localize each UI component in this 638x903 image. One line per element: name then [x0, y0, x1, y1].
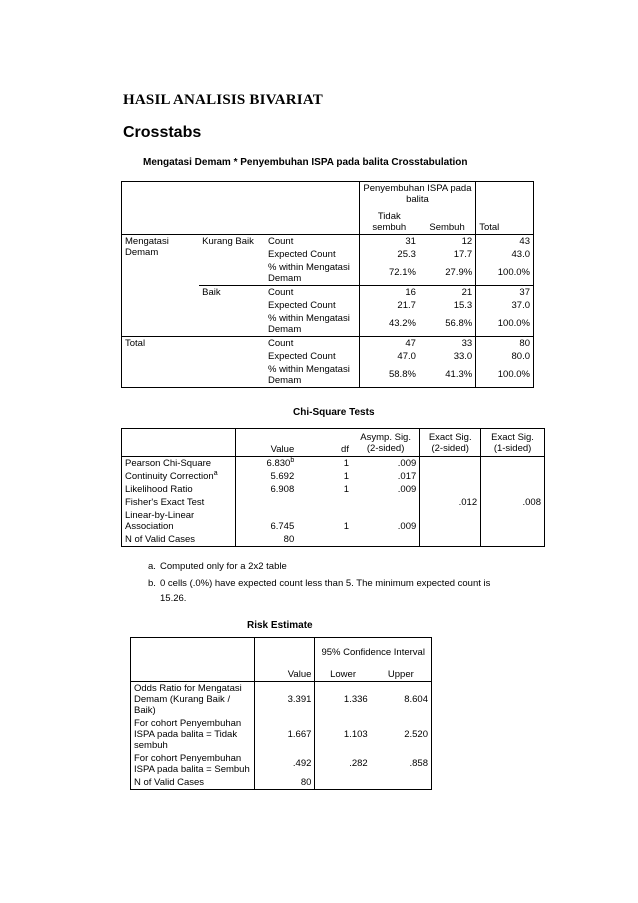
- footnote-mark: a: [213, 469, 218, 477]
- stat-label: Expected Count: [267, 248, 336, 260]
- risk-lower: 1.336: [315, 681, 371, 717]
- risk-upper: 2.520: [371, 717, 432, 752]
- cell: 33: [461, 337, 473, 349]
- risk-value: 3.391: [254, 681, 315, 717]
- cell: 58.8%: [359, 363, 419, 388]
- cell: 72.1%: [359, 261, 419, 286]
- cell: 17.7: [453, 248, 473, 260]
- chi-corner: [122, 429, 236, 457]
- chi-exact1: .008: [481, 496, 545, 509]
- risk-upper: .858: [371, 752, 432, 776]
- chi-value: 5.692: [235, 470, 297, 483]
- cell: 41.3%: [419, 363, 476, 388]
- col-tidak-header: Tidak sembuh: [359, 206, 419, 234]
- chi-df: [297, 496, 352, 509]
- chi-row-label: Fisher's Exact Test: [122, 496, 236, 509]
- col-group-header: Penyembuhan ISPA pada balita: [359, 182, 476, 207]
- chi-asymp: .009: [397, 458, 417, 469]
- footnote-mark: b: [290, 456, 295, 464]
- cell: 43: [476, 234, 534, 248]
- cell: 37: [476, 285, 534, 299]
- risk-h-value: Value: [254, 638, 315, 682]
- cell: 21.7: [359, 299, 419, 312]
- chi-asymp: .017: [397, 471, 417, 482]
- risk-lower: [315, 776, 371, 790]
- stat-label: Count: [267, 337, 294, 349]
- cell: 43.0: [476, 248, 534, 261]
- page-heading: HASIL ANALISIS BIVARIAT: [123, 92, 323, 108]
- risk-lower: 1.103: [315, 717, 371, 752]
- chi-value: 6.745: [235, 509, 297, 533]
- chi-title: Chi-Square Tests: [293, 407, 375, 418]
- risk-row-label: N of Valid Cases: [131, 776, 255, 790]
- stat-label: % within Mengatasi Demam: [265, 363, 359, 388]
- chi-h-asymp: Asymp. Sig. (2-sided): [352, 429, 420, 457]
- stat-label: Expected Count: [267, 350, 336, 362]
- cell: 25.3: [359, 248, 419, 261]
- chi-h-df: df: [297, 429, 352, 457]
- risk-row-label: For cohort Penyembuhan ISPA pada balita = Tidak sembuh: [131, 717, 255, 752]
- col-total-header: Total: [476, 182, 534, 235]
- chi-row-label: Pearson Chi-Square: [122, 457, 236, 471]
- chi-exact2: .012: [420, 496, 481, 509]
- stat-label: Expected Count: [267, 299, 336, 311]
- section-title: Crosstabs: [123, 124, 202, 141]
- chi-value: 6.908: [235, 483, 297, 496]
- chi-asymp: [352, 496, 420, 509]
- row-baik-label: Baik: [199, 285, 265, 336]
- chi-h-value: Value: [235, 429, 297, 457]
- cell: 47.0: [359, 350, 419, 363]
- risk-h-ci: 95% Confidence Interval: [315, 638, 432, 668]
- cell: 33.0: [453, 350, 473, 362]
- chi-exact2: [420, 483, 481, 496]
- chi-df: 1: [343, 484, 349, 495]
- stat-label: Count: [265, 285, 359, 299]
- cell: 15.3: [453, 299, 473, 311]
- chi-asymp: .009: [397, 521, 417, 532]
- footnote-a-mark: a.: [148, 561, 156, 572]
- chi-value: 80: [235, 533, 297, 547]
- chi-exact1: [481, 483, 545, 496]
- chi-df: 1: [343, 458, 349, 469]
- risk-value: 80: [254, 776, 315, 790]
- risk-row-label: Odds Ratio for Mengatasi Demam (Kurang Baik / Baik): [131, 681, 255, 717]
- crosstab-corner: [122, 182, 360, 235]
- chi-exact2: [420, 457, 481, 471]
- risk-corner: [131, 638, 255, 682]
- cell: 16: [359, 285, 419, 299]
- chi-asymp: .009: [397, 484, 417, 495]
- chi-row-label: Likelihood Ratio: [122, 483, 236, 496]
- chi-df: 1: [343, 521, 349, 532]
- footnote-b-line2: 15.26.: [160, 593, 187, 604]
- cell: 12: [461, 235, 473, 247]
- chi-h-exact1: Exact Sig. (1-sided): [481, 429, 545, 457]
- stat-label: % within Mengatasi Demam: [265, 312, 359, 337]
- footnote-a: Computed only for a 2x2 table: [160, 561, 287, 572]
- risk-title: Risk Estimate: [247, 620, 313, 631]
- cell: 47: [359, 336, 419, 350]
- cell: 27.9%: [445, 267, 473, 278]
- chi-asymp: [352, 533, 420, 547]
- cell: 80: [476, 336, 534, 350]
- row-var-label: Mengatasi Demam: [122, 234, 200, 336]
- chi-exact1: [481, 457, 545, 471]
- risk-h-lower: Lower: [315, 668, 371, 682]
- cell: 80.0: [476, 350, 534, 363]
- row-total-label: Total: [122, 336, 265, 387]
- chi-exact2: [420, 470, 481, 483]
- footnote-b-mark: b.: [148, 578, 156, 589]
- row-kurang-label: Kurang Baik: [202, 235, 254, 247]
- crosstab-title: Mengatasi Demam * Penyembuhan ISPA pada balita Crosstabulation: [143, 157, 468, 168]
- chi-row-label: Continuity Correction: [125, 471, 214, 482]
- chi-exact2: [420, 509, 481, 533]
- risk-value: 1.667: [254, 717, 315, 752]
- chi-exact1: [481, 509, 545, 533]
- stat-label: Count: [267, 235, 294, 247]
- cell: 100.0%: [476, 312, 534, 337]
- footnote-b-line1: 0 cells (.0%) have expected count less than 5. The minimum expected count is: [160, 578, 491, 589]
- cell: 21: [419, 285, 476, 299]
- risk-upper: 8.604: [371, 681, 432, 717]
- risk-row-label: For cohort Penyembuhan ISPA pada balita = Sembuh: [131, 752, 255, 776]
- chi-exact2: [420, 533, 481, 547]
- stat-label: % within Mengatasi Demam: [267, 261, 350, 284]
- chi-row-label: Linear-by-Linear Association: [122, 509, 236, 533]
- chi-exact1: [481, 533, 545, 547]
- chi-row-label: N of Valid Cases: [122, 533, 236, 547]
- cell: 43.2%: [359, 312, 419, 337]
- chi-exact1: [481, 470, 545, 483]
- chi-value: 6.830: [266, 458, 291, 469]
- risk-upper: [371, 776, 432, 790]
- risk-table: [130, 637, 432, 790]
- chi-df: [297, 533, 352, 547]
- cell: 100.0%: [476, 363, 534, 388]
- risk-lower: .282: [315, 752, 371, 776]
- chi-h-exact2: Exact Sig. (2-sided): [420, 429, 481, 457]
- chi-table: [121, 428, 545, 547]
- cell: 100.0%: [476, 261, 534, 286]
- risk-value: .492: [254, 752, 315, 776]
- col-sembuh-header: Sembuh: [419, 206, 476, 234]
- risk-h-upper: Upper: [371, 668, 432, 682]
- cell: 37.0: [476, 299, 534, 312]
- crosstab-table: [121, 181, 534, 388]
- cell: 56.8%: [419, 312, 476, 337]
- chi-df: 1: [343, 471, 349, 482]
- cell: 31: [359, 234, 419, 248]
- chi-value: [235, 496, 297, 509]
